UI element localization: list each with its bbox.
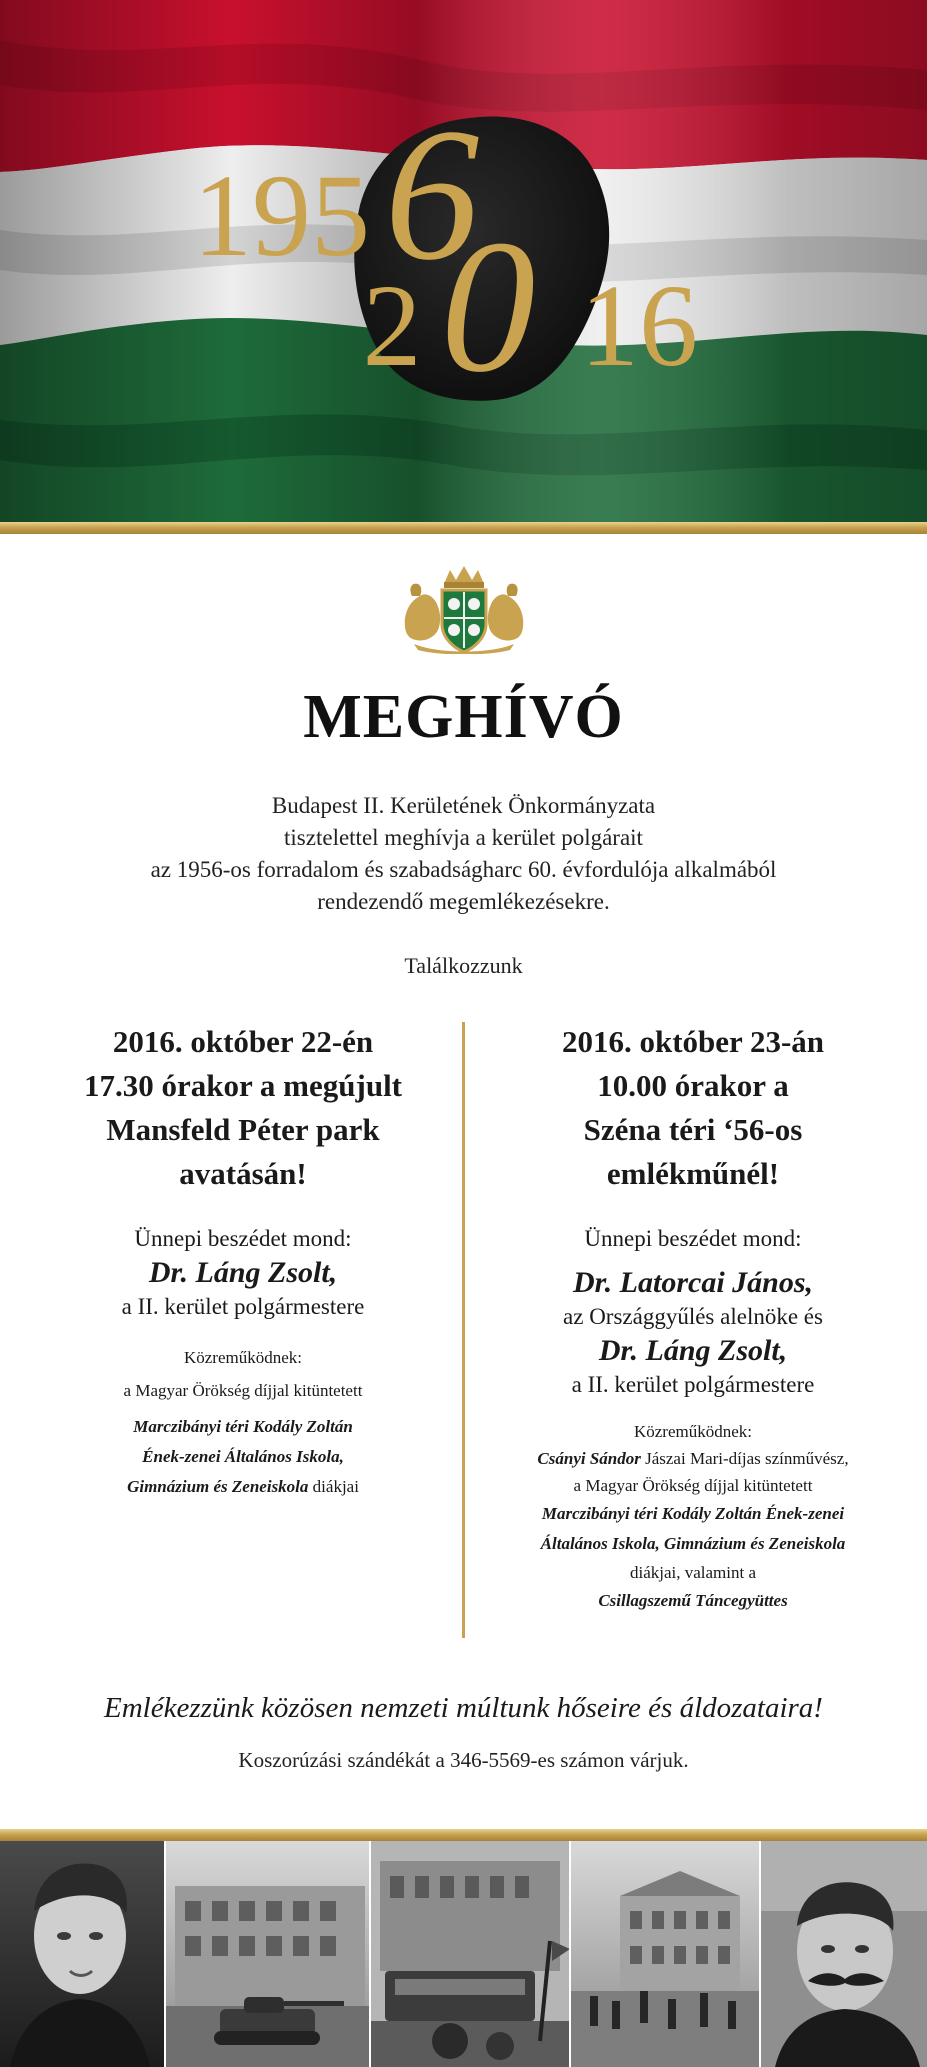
date-line: 17.30 órakor a megújult: [83, 1068, 403, 1103]
flag-banner: [0, 0, 927, 525]
boy-portrait-photo: [0, 1841, 165, 2067]
speaker-name: Dr. Latorcai János,: [572, 1266, 814, 1299]
speech-label: Ünnepi beszédet mond:: [134, 1226, 352, 1251]
speaker-role: a II. kerület polgármestere: [571, 1372, 815, 1397]
year-1956-last-digit: 6: [384, 90, 480, 300]
mustache-man-photo: [760, 1841, 927, 2067]
actor-name: Csányi Sándor: [537, 1449, 641, 1468]
photo-strip: [0, 1841, 927, 2067]
meet-heading: Találkozzunk: [404, 953, 523, 978]
school-line: Ének-zenei Általános Iskola,: [142, 1447, 344, 1466]
coop-label: Közreműködnek:: [183, 1348, 303, 1367]
intro-line: rendezendő megemlékezésekre.: [317, 889, 610, 914]
crowd-square-photo: [570, 1841, 760, 2067]
speaker-role: a II. kerület polgármestere: [121, 1294, 365, 1319]
date-line: Széna téri ‘56-os: [583, 1112, 803, 1147]
intro-line: az 1956-os forradalom és szabadságharc 60. évfordulója alkalmából: [150, 857, 777, 882]
event-left: [28, 1020, 458, 1502]
year-2016-suffix: 16: [580, 260, 698, 391]
year-1956-prefix: 195: [193, 150, 370, 281]
actor-line: [478, 1445, 908, 1472]
tank-street-photo: [165, 1841, 370, 2067]
coop-label: Közreműködnek:: [633, 1422, 753, 1441]
tram-barricade-photo: [370, 1841, 570, 2067]
school-line-final: [28, 1472, 458, 1502]
year-2016-zero: 0: [440, 202, 536, 412]
speech-label: Ünnepi beszédet mond:: [584, 1226, 802, 1251]
gold-divider-top: [0, 522, 927, 534]
date-line: Mansfeld Péter park: [106, 1112, 380, 1147]
gold-divider-bottom: [0, 1829, 927, 1841]
actor-role: Jászai Mari-díjas színművész,: [640, 1449, 849, 1468]
school-suffix: diákjai, valamint a: [629, 1563, 757, 1582]
coat-of-arms-icon: [398, 562, 530, 654]
speaker-name: Dr. Láng Zsolt,: [148, 1256, 338, 1289]
coop-intro: a Magyar Örökség díjjal kitüntetett: [573, 1476, 813, 1495]
intro-line: tisztelettel meghívja a kerület polgárait: [284, 825, 643, 850]
school-line: Marczibányi téri Kodály Zoltán: [133, 1417, 353, 1436]
date-line: avatásán!: [179, 1156, 307, 1191]
date-line: 2016. október 22-én: [112, 1024, 374, 1059]
date-line: 2016. október 23-án: [561, 1024, 825, 1059]
school-line: Általános Iskola, Gimnázium és Zeneiskola: [540, 1534, 846, 1553]
column-divider: [462, 1022, 465, 1638]
event-left-date: [28, 1020, 458, 1196]
memory-slogan: Emlékezzünk közösen nemzeti múltunk hőseire és áldozataira!: [104, 1692, 823, 1724]
intro-text: [90, 790, 837, 918]
dance-group: Csillagszemű Táncegyüttes: [598, 1591, 788, 1610]
school-name: Gimnázium és Zeneiskola: [127, 1477, 309, 1496]
coop-intro: a Magyar Örökség díjjal kitüntetett: [123, 1381, 363, 1400]
speaker-name: Dr. Láng Zsolt,: [598, 1334, 788, 1367]
date-line: emlékműnél!: [606, 1156, 780, 1191]
date-line: 10.00 órakor a: [597, 1068, 789, 1103]
event-right-date: [478, 1020, 908, 1196]
page-title: MEGHÍVÓ: [303, 683, 624, 751]
school-line: Marczibányi téri Kodály Zoltán Ének-zenei: [541, 1504, 845, 1523]
year-2016-first-digit: 2: [362, 260, 422, 391]
wreath-notice: Koszorúzási szándékát a 346-5569-es számon várjuk.: [238, 1748, 689, 1772]
speaker-role: az Országgyűlés alelnöke és: [563, 1304, 823, 1329]
event-right: [478, 1020, 908, 1616]
school-suffix: diákjai: [308, 1477, 359, 1496]
intro-line: Budapest II. Kerületének Önkormányzata: [271, 793, 656, 818]
